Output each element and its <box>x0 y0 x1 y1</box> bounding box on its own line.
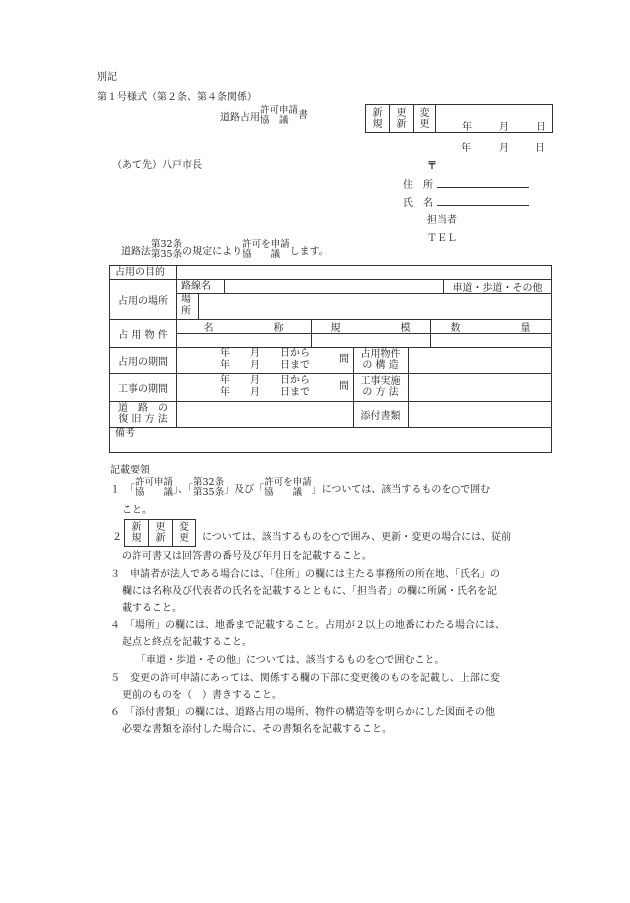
period-label: 占用の期間 <box>118 356 168 368</box>
title-prefix: 道路占用 <box>220 112 260 124</box>
col-quantity: 数 量 <box>450 322 531 334</box>
purpose-label: 占用の目的 <box>115 267 165 278</box>
name-field[interactable] <box>437 205 529 206</box>
work-between: 間 <box>339 381 349 392</box>
location-label: 場 所 <box>181 294 191 317</box>
appendix-label: 別記 <box>97 72 117 83</box>
note-2-text: については、該当するものを○で囲み、更新・変更の場合には、従前 <box>202 532 512 543</box>
title-suffix: 書 <box>298 110 309 121</box>
note-3-line-3: 載すること。 <box>122 603 182 614</box>
period-from[interactable]: 年 月 日から <box>220 348 310 359</box>
work-to[interactable]: 年 月 日まで <box>220 387 310 398</box>
note-2-cont: の許可書又は回答書の番号及び年月日を記載すること。 <box>122 551 372 562</box>
period-between: 間 <box>339 354 349 365</box>
restoration-label: 道 路 の 復 旧 方 法 <box>118 403 168 425</box>
address-field[interactable] <box>437 187 529 188</box>
road-type-options[interactable]: 車道・歩道・その他 <box>452 282 543 294</box>
tel-label: ＴＥＬ <box>427 233 457 244</box>
notes-heading: 記載要領 <box>110 465 150 476</box>
note-4-line-1: ４ 「場所」の欄には、地番まで記載すること。占用が２以上の地番にわたる場合には、 <box>110 620 505 631</box>
work-from[interactable]: 年 月 日から <box>220 375 310 386</box>
attachments-label: 添付書類 <box>360 410 401 422</box>
period-to[interactable]: 年 月 日まで <box>220 360 310 371</box>
col-scale: 規 模 <box>330 322 411 334</box>
work-method-label: 工事実施 の 方 法 <box>360 376 401 398</box>
col-name: 名 称 <box>203 322 284 334</box>
application-table <box>109 265 552 453</box>
type-renewal[interactable]: 更 新 <box>390 105 414 132</box>
type-new[interactable]: 新 規 <box>366 105 390 132</box>
title-option-permit: 許可申請 <box>260 105 299 116</box>
type-box-date: 年 月 日 <box>462 122 546 133</box>
postal-mark: 〒 <box>427 161 437 172</box>
remarks-label: 備考 <box>115 428 135 439</box>
type-change[interactable]: 変 更 <box>414 105 436 132</box>
objects-label: 占 用 物 件 <box>118 329 168 341</box>
statement: 道路法 第32条 第35条 の規定により 許可を申請 協 議 します。 <box>121 239 329 260</box>
addressee: （あて先）八戸市長 <box>112 160 202 171</box>
work-period-label: 工事の期間 <box>118 383 168 395</box>
form-number: 第１号様式（第２条、第４条関係） <box>97 92 257 103</box>
note-1-cont: こと。 <box>122 505 152 516</box>
note-1: １ 「 許可申請 協 議 」、「 第32条 第35条 」及び「 許可を申請 協 議 」については、該当するものを○で囲む <box>110 477 491 498</box>
route-name-label: 路線名 <box>181 281 211 292</box>
address-label: 住 所 <box>403 180 433 191</box>
note-3-line-2: 欄には名称及び代表者の氏名を記載するとともに、「担当者」の欄に所属・氏名を記 <box>122 586 497 597</box>
note-3-line-1: ３ 申請者が法人である場合には、「住所」の欄には主たる事務所の所在地、「氏名」の <box>110 569 500 580</box>
name-label: 氏 名 <box>403 198 433 209</box>
note-2-number: ２ <box>112 532 122 543</box>
note-4-line-2: 起点と終点を記載すること。 <box>122 637 252 648</box>
document-title <box>220 106 308 126</box>
application-type-box <box>365 104 553 133</box>
note-5-line-1: ５ 変更の許可申請にあっては、関係する欄の下部に変更後のものを記載し、上部に変 <box>110 673 500 684</box>
note-6-line-1: ６ 「添付書類」の欄には、道路占用の場所、物件の構造等を明らかにした図面その他 <box>110 707 495 718</box>
note-5-line-2: 更前のものを（ ）書きすること。 <box>122 690 282 701</box>
title-options <box>260 106 298 126</box>
person-in-charge-label: 担当者 <box>427 215 457 226</box>
note-4-line-3: 「車道・歩道・その他」については、該当するものを○で囲むこと。 <box>136 655 445 666</box>
place-label: 占用の場所 <box>118 295 168 307</box>
title-option-consult: 協 議 <box>260 115 289 126</box>
note-2-type-box: 新 規 更 新 変 更 <box>124 519 196 547</box>
structure-label: 占用物件 の 構 造 <box>360 349 401 371</box>
note-6-line-2: 必要な書類を添付した場合に、その書類名を記載すること。 <box>122 724 392 735</box>
